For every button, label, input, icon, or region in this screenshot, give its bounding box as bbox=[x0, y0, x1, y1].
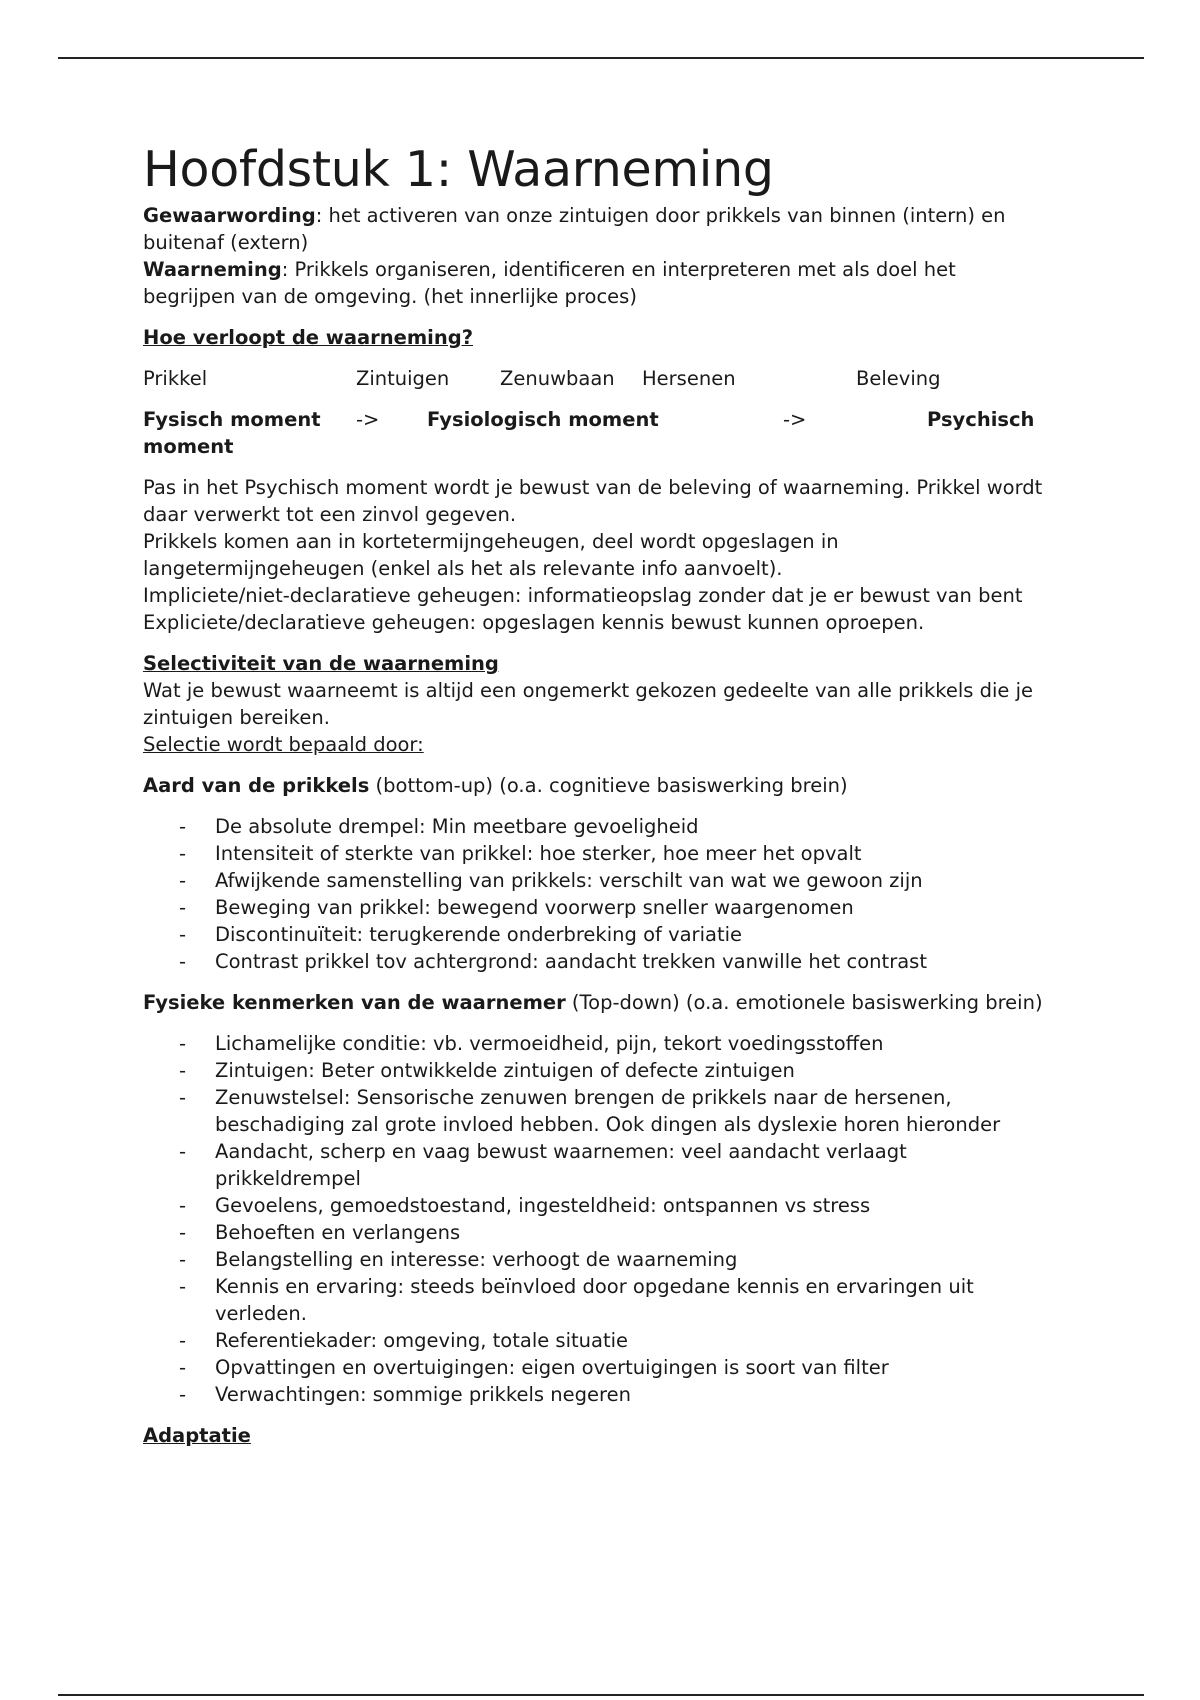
definition-term: Waarneming bbox=[143, 258, 282, 281]
definition-waarneming bbox=[143, 256, 1043, 310]
list-item bbox=[143, 1273, 1043, 1327]
list-item bbox=[143, 1219, 1043, 1246]
list-item bbox=[143, 1192, 1043, 1219]
dash-bullet: - bbox=[179, 842, 187, 865]
process-flow bbox=[143, 365, 1043, 392]
dash-bullet: - bbox=[179, 950, 187, 973]
memory-text: Prikkels komen aan in kortetermijngeheugen, deel wordt opgeslagen in langetermijngeheugen (enkel als het als relevante info aanvoelt). bbox=[143, 530, 839, 580]
flow-step: Beleving bbox=[856, 367, 941, 390]
list-item bbox=[143, 1084, 1043, 1138]
document-page bbox=[143, 140, 1043, 1449]
list-item bbox=[143, 921, 1043, 948]
observer-traits-title: Fysieke kenmerken van de waarnemer bbox=[143, 991, 566, 1014]
moment-arrow: -> bbox=[356, 408, 380, 431]
moment-physical: Fysisch moment bbox=[143, 408, 321, 431]
flow-step: Zintuigen bbox=[356, 367, 450, 390]
dash-bullet: - bbox=[179, 815, 187, 838]
list-item-text: Behoeften en verlangens bbox=[215, 1221, 461, 1244]
list-item-text: Lichamelijke conditie: vb. vermoeidheid, pijn, tekort voedingsstoffen bbox=[215, 1032, 884, 1055]
memory-text: Expliciete/declaratieve geheugen: opgeslagen kennis bewust kunnen oproepen. bbox=[143, 611, 925, 634]
dash-bullet: - bbox=[179, 1383, 187, 1406]
dash-bullet: - bbox=[179, 1194, 187, 1217]
flow-step: Prikkel bbox=[143, 367, 208, 390]
dash-bullet: - bbox=[179, 923, 187, 946]
list-item bbox=[143, 1246, 1043, 1273]
list-item bbox=[143, 1327, 1043, 1354]
moment-psychic-cont: moment bbox=[143, 435, 234, 458]
dash-bullet: - bbox=[179, 1140, 187, 1163]
dash-bullet: - bbox=[179, 1248, 187, 1271]
definition-term: Gewaarwording bbox=[143, 204, 316, 227]
list-item-text: Afwijkende samenstelling van prikkels: verschilt van wat we gewoon zijn bbox=[215, 869, 923, 892]
definition-text: : het activeren van onze zintuigen door prikkels van binnen (intern) en buitenaf (extern) bbox=[143, 204, 1006, 254]
selectivity-text: Wat je bewust waarneemt is altijd een ongemerkt gekozen gedeelte van alle prikkels die je zintuigen bereiken. bbox=[143, 679, 1034, 729]
list-item-text: Opvattingen en overtuigingen: eigen overtuigingen is soort van filter bbox=[215, 1356, 889, 1379]
list-item-text: Contrast prikkel tov achtergrond: aandacht trekken vanwille het contrast bbox=[215, 950, 927, 973]
list-item-text: Zintuigen: Beter ontwikkelde zintuigen of defecte zintuigen bbox=[215, 1059, 795, 1082]
page-title: Hoofdstuk 1: Waarneming bbox=[143, 141, 774, 198]
process-moments bbox=[143, 406, 1043, 460]
dash-bullet: - bbox=[179, 1329, 187, 1352]
list-item-text: Gevoelens, gemoedstoestand, ingesteldheid: ontspannen vs stress bbox=[215, 1194, 871, 1217]
list-item-text: Aandacht, scherp en vaag bewust waarnemen: veel aandacht verlaagt prikkeldrempel bbox=[215, 1140, 907, 1190]
memory-text: Pas in het Psychisch moment wordt je bewust van de beleving of waarneming. Prikkel wordt daar verwerkt tot een zinvol gegeven. bbox=[143, 476, 1043, 526]
moment-arrow: -> bbox=[783, 408, 807, 431]
flow-step: Zenuwbaan bbox=[500, 367, 615, 390]
list-item bbox=[143, 1030, 1043, 1057]
header-rule bbox=[58, 57, 1144, 59]
list-item-text: Belangstelling en interesse: verhoogt de waarneming bbox=[215, 1248, 738, 1271]
list-item-text: Intensiteit of sterkte van prikkel: hoe sterker, hoe meer het opvalt bbox=[215, 842, 862, 865]
observer-traits-suffix: (Top-down) (o.a. emotionele basiswerking brein) bbox=[565, 991, 1043, 1014]
list-item bbox=[143, 867, 1043, 894]
list-item bbox=[143, 1138, 1043, 1192]
dash-bullet: - bbox=[179, 869, 187, 892]
stimulus-nature-title: Aard van de prikkels bbox=[143, 774, 370, 797]
list-item bbox=[143, 813, 1043, 840]
list-item-text: Referentiekader: omgeving, totale situatie bbox=[215, 1329, 629, 1352]
list-item bbox=[143, 840, 1043, 867]
list-item-text: Verwachtingen: sommige prikkels negeren bbox=[215, 1383, 631, 1406]
stimulus-list bbox=[143, 813, 1043, 975]
list-item bbox=[143, 1057, 1043, 1084]
selectivity-heading: Selectiviteit van de waarneming bbox=[143, 652, 499, 675]
list-item bbox=[143, 948, 1043, 975]
adaptation-heading: Adaptatie bbox=[143, 1424, 251, 1447]
definition-text: : Prikkels organiseren, identificeren en interpreteren met als doel het begrijpen van de omgeving. (het innerlijke proces) bbox=[143, 258, 956, 308]
stimulus-nature-heading bbox=[143, 772, 1043, 799]
dash-bullet: - bbox=[179, 1356, 187, 1379]
list-item-text: Kennis en ervaring: steeds beïnvloed door opgedane kennis en ervaringen uit verleden. bbox=[215, 1275, 974, 1325]
list-item bbox=[143, 1381, 1043, 1408]
stimulus-nature-suffix: (bottom-up) (o.a. cognitieve basiswerking brein) bbox=[369, 774, 848, 797]
list-item-text: De absolute drempel: Min meetbare gevoeligheid bbox=[215, 815, 699, 838]
definition-gewaarwording bbox=[143, 202, 1043, 256]
dash-bullet: - bbox=[179, 1086, 187, 1109]
list-item-text: Zenuwstelsel: Sensorische zenuwen brengen de prikkels naar de hersenen, beschadiging zal grote invloed hebben. Ook dingen als dyslexie horen hieronder bbox=[215, 1086, 1001, 1136]
memory-text: Impliciete/niet-declaratieve geheugen: informatieopslag zonder dat je er bewust van bent bbox=[143, 584, 1023, 607]
flow-step: Hersenen bbox=[642, 367, 736, 390]
list-item-text: Beweging van prikkel: bewegend voorwerp sneller waargenomen bbox=[215, 896, 854, 919]
dash-bullet: - bbox=[179, 1059, 187, 1082]
dash-bullet: - bbox=[179, 896, 187, 919]
moment-psychic: Psychisch bbox=[927, 408, 1035, 431]
process-heading: Hoe verloopt de waarneming? bbox=[143, 326, 474, 349]
dash-bullet: - bbox=[179, 1221, 187, 1244]
dash-bullet: - bbox=[179, 1275, 187, 1298]
list-item bbox=[143, 894, 1043, 921]
dash-bullet: - bbox=[179, 1032, 187, 1055]
moment-physiological: Fysiologisch moment bbox=[427, 408, 659, 431]
footer-rule bbox=[58, 1694, 1144, 1696]
observer-traits-heading bbox=[143, 989, 1043, 1016]
list-item-text: Discontinuïteit: terugkerende onderbreking of variatie bbox=[215, 923, 743, 946]
list-item bbox=[143, 1354, 1043, 1381]
selectivity-subheading: Selectie wordt bepaald door: bbox=[143, 733, 424, 756]
observer-list bbox=[143, 1030, 1043, 1408]
